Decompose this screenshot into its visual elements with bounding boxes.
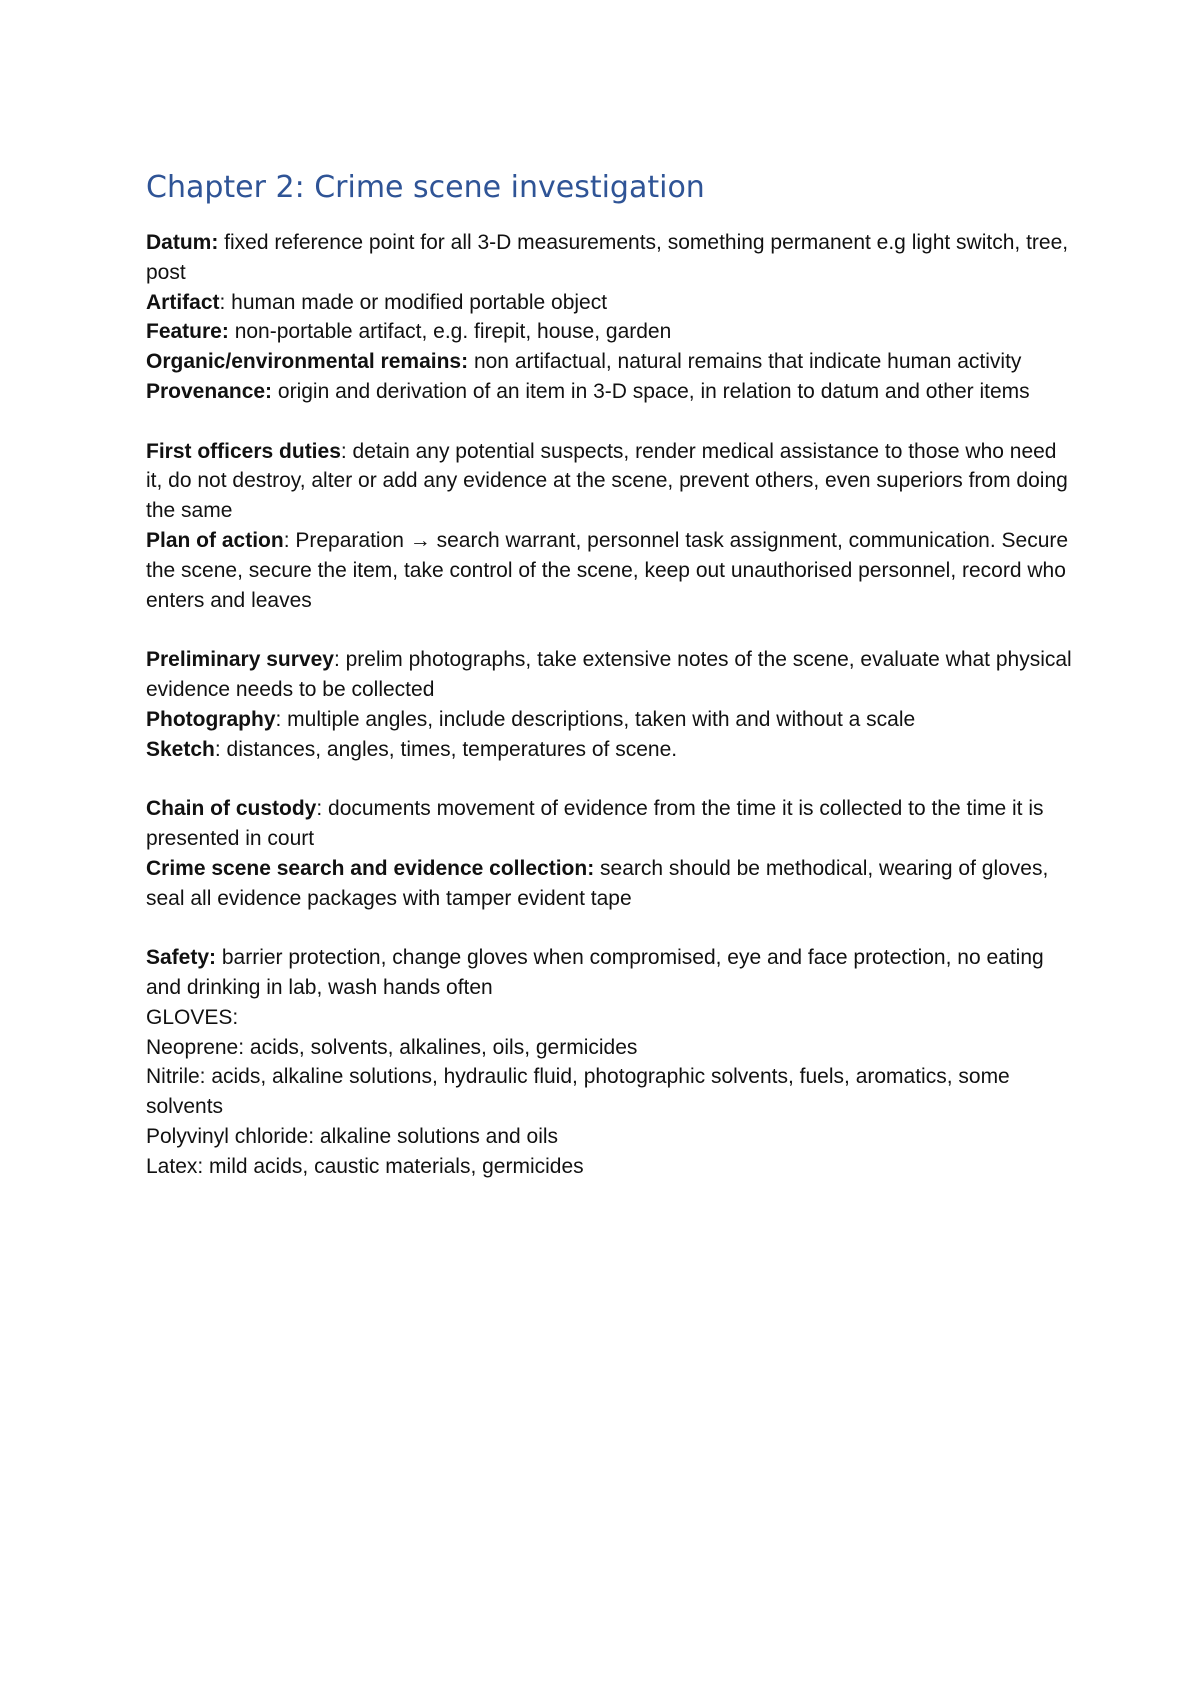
crime-scene-search [146, 854, 1076, 914]
term-label: First officers duties [146, 439, 341, 463]
definition-text: : prelim photographs, take extensive notes of the scene, evaluate what physical evidence needs to be collected [146, 648, 1072, 701]
definition-datum [146, 228, 1076, 288]
term-label: Crime scene search and evidence collection: [146, 856, 595, 880]
definition-text: search should be methodical, wearing of gloves, seal all evidence packages with tamper evident tape [146, 856, 1049, 910]
paragraph-gap [146, 615, 1076, 645]
chapter-title: Chapter 2: Crime scene investigation [146, 170, 705, 205]
term-label: Preliminary survey [146, 648, 334, 672]
gloves-heading: GLOVES: [146, 1005, 239, 1029]
term-label: Organic/environmental remains: [146, 350, 469, 374]
glove-item-neoprene: Neoprene: acids, solvents, alkalines, oils, germicides [146, 1035, 638, 1059]
term-label: Provenance: [146, 379, 273, 403]
definition-text: barrier protection, change gloves when compromised, eye and face protection, no eating and drinking in lab, wash hands often [146, 946, 1044, 999]
definition-text: non-portable artifact, e.g. firepit, house, garden [228, 320, 672, 344]
sketch [146, 735, 1076, 765]
definition-text: origin and derivation of an item in 3-D space, in relation to datum and other items [272, 379, 1030, 403]
definition-text: fixed reference point for all 3-D measurements, something permanent e.g light switch, tree, post [146, 231, 1069, 284]
definition-provenance [146, 377, 1076, 407]
arrow-right-icon: → [409, 528, 431, 552]
definition-text: non artifactual, natural remains that indicate human activity [468, 350, 1022, 374]
term-label: Datum: [146, 231, 219, 254]
preliminary-survey [146, 645, 1076, 705]
term-label: Chain of custody [146, 797, 317, 821]
definition-text: : Preparation [283, 528, 410, 552]
paragraph-gap [146, 407, 1076, 437]
term-label: Photography [146, 707, 276, 731]
definition-text: : detain any potential suspects, render medical assistance to those who need it, do not destroy, alter or add any evidence at the scene, prevent others, even superiors from doing the same [146, 439, 1068, 523]
definition-text: : human made or modified portable object [219, 290, 608, 314]
chain-of-custody [146, 794, 1076, 854]
glove-item-latex: Latex: mild acids, caustic materials, germicides [146, 1154, 584, 1178]
definition-feature [146, 317, 1076, 347]
definition-text: : documents movement of evidence from the time it is collected to the time it is presented in court [146, 797, 1044, 850]
definition-text: : multiple angles, include descriptions, taken with and without a scale [275, 707, 916, 731]
glove-item-pvc: Polyvinyl chloride: alkaline solutions and oils [146, 1124, 559, 1148]
term-label: Artifact [146, 290, 220, 314]
safety [146, 943, 1076, 1003]
glove-item-nitrile: Nitrile: acids, alkaline solutions, hydraulic fluid, photographic solvents, fuels, aromatics, some solvents [146, 1065, 1010, 1119]
term-label: Safety: [146, 946, 217, 970]
plan-of-action [146, 526, 1076, 615]
document-page [146, 168, 1076, 1182]
first-officers-duties [146, 437, 1076, 526]
definition-text: : distances, angles, times, temperatures of scene. [214, 737, 678, 761]
definition-text: search warrant, personnel task assignment, communication. Secure the scene, secure the item, take control of the scene, keep out unauthorised personnel, record who enters and leaves [146, 528, 1069, 612]
term-label: Sketch [146, 737, 215, 761]
photography [146, 705, 1076, 735]
paragraph-gap [146, 764, 1076, 794]
term-label: Plan of action [146, 528, 284, 552]
definition-artifact [146, 288, 1076, 318]
definition-organic-remains [146, 347, 1076, 377]
paragraph-gap [146, 913, 1076, 943]
term-label: Feature: [146, 320, 229, 344]
